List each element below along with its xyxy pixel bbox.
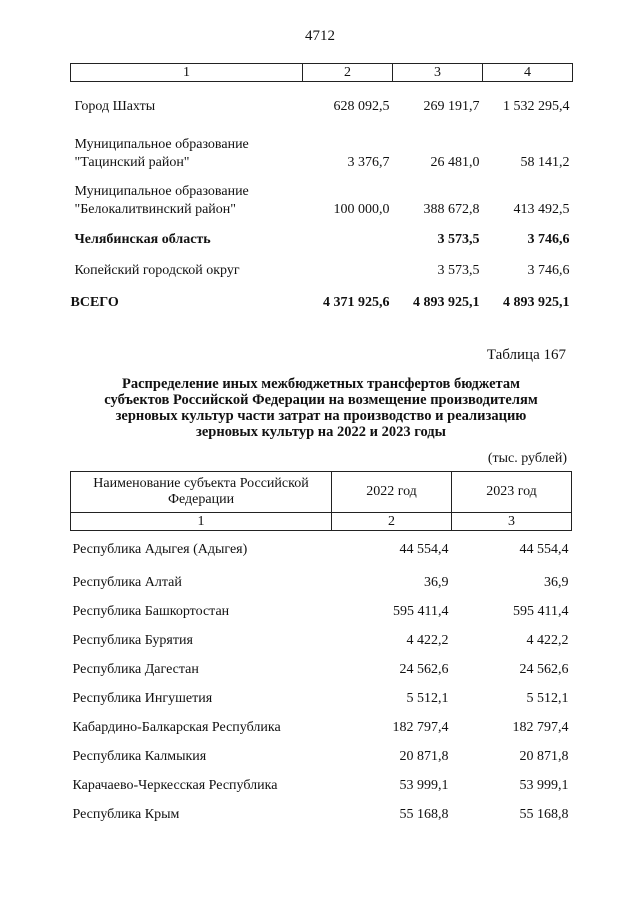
- table-row: [71, 685, 572, 714]
- value-cell: 4 371 925,6: [323, 294, 390, 310]
- column-number: 2: [332, 513, 452, 531]
- column-number: 1: [71, 513, 332, 531]
- value-cell: 3 746,6: [527, 231, 570, 247]
- caption-line: Распределение иных межбюджетных трансфертов бюджетам: [122, 376, 520, 392]
- value-cell: 269 191,7: [423, 98, 480, 114]
- value-cell: 1 532 295,4: [503, 98, 570, 114]
- row-name: Муниципальное образование "Тацинский район": [74, 136, 249, 170]
- column-number: 4: [483, 64, 573, 82]
- table-row: [71, 656, 572, 685]
- subject-name: Республика Бурятия: [72, 633, 193, 648]
- header-subject: Наименование субъекта Российской Федерации: [71, 472, 332, 513]
- value-2022: 182 797,4: [392, 720, 449, 735]
- table-row: [71, 569, 572, 598]
- continued-table: [70, 63, 573, 312]
- value-2022: 55 168,8: [399, 807, 449, 822]
- value-cell: 3 376,7: [347, 154, 390, 170]
- row-name: ВСЕГО: [70, 294, 119, 310]
- value-cell: 4 893 925,1: [503, 294, 570, 310]
- table-row: [71, 116, 573, 172]
- value-cell: 388 672,8: [423, 201, 480, 217]
- table-row: [71, 598, 572, 627]
- value-cell: 628 092,5: [333, 98, 390, 114]
- caption-line: зерновых культур части затрат на производство и реализацию: [115, 408, 527, 424]
- units-label: (тыс. рублей): [487, 451, 567, 466]
- value-2022: 20 871,8: [399, 749, 449, 764]
- column-number: 3: [393, 64, 483, 82]
- table-row: [71, 801, 572, 830]
- row-name: Копейский городской округ: [74, 262, 240, 278]
- column-number: 3: [452, 513, 572, 531]
- caption-line: зерновых культур на 2022 и 2023 годы: [196, 424, 446, 440]
- value-2022: 4 422,2: [406, 633, 449, 648]
- value-2023: 36,9: [544, 575, 569, 590]
- subject-name: Республика Калмыкия: [72, 749, 207, 764]
- table-167: [70, 471, 572, 830]
- value-cell: 413 492,5: [513, 201, 570, 217]
- table-row: [71, 743, 572, 772]
- column-number: 2: [303, 64, 393, 82]
- table-row: [71, 249, 573, 280]
- value-cell: 26 481,0: [430, 154, 480, 170]
- total-row: [71, 280, 573, 312]
- value-2023: 55 168,8: [519, 807, 569, 822]
- subject-name: Республика Дагестан: [72, 662, 199, 677]
- value-2023: 182 797,4: [512, 720, 569, 735]
- column-number-row: [71, 64, 573, 82]
- table-row: [71, 82, 573, 116]
- value-2022: 44 554,4: [399, 541, 449, 557]
- value-cell: 58 141,2: [520, 154, 570, 170]
- subject-name: Республика Ингушетия: [72, 691, 213, 706]
- table-row: [71, 172, 573, 219]
- subject-name: Республика Башкортостан: [72, 604, 230, 619]
- row-name: Город Шахты: [74, 98, 156, 114]
- value-2023: 5 512,1: [526, 691, 569, 706]
- table-caption: [70, 376, 572, 440]
- row-name: Челябинская область: [74, 231, 211, 247]
- subject-name: Республика Крым: [72, 807, 180, 822]
- table-row: [71, 219, 573, 249]
- header-row: [71, 472, 572, 513]
- value-cell: [303, 249, 393, 280]
- subject-name: Республика Адыгея (Адыгея): [72, 541, 248, 557]
- page-number: 4712: [305, 28, 335, 44]
- value-2022: 24 562,6: [399, 662, 449, 677]
- value-cell: [303, 219, 393, 249]
- column-number-row: [71, 513, 572, 531]
- value-2023: 44 554,4: [519, 541, 569, 557]
- value-2022: 36,9: [424, 575, 449, 590]
- value-cell: 3 573,5: [437, 231, 480, 247]
- subject-name: Республика Алтай: [72, 575, 182, 590]
- table-row: [71, 531, 572, 569]
- table-row: [71, 772, 572, 801]
- value-cell: 100 000,0: [333, 201, 390, 217]
- table-label: Таблица 167: [486, 347, 566, 363]
- subject-name: Кабардино-Балкарская Республика: [72, 720, 281, 735]
- value-cell: 3 746,6: [527, 262, 570, 278]
- value-2022: 5 512,1: [406, 691, 449, 706]
- value-cell: 4 893 925,1: [413, 294, 480, 310]
- value-2022: 595 411,4: [393, 604, 449, 619]
- column-number: 1: [71, 64, 303, 82]
- table-row: [71, 714, 572, 743]
- value-2023: 53 999,1: [519, 778, 569, 793]
- header-2023: 2023 год: [452, 472, 572, 513]
- header-2022: 2022 год: [332, 472, 452, 513]
- row-name: Муниципальное образование "Белокалитвинский район": [74, 183, 249, 217]
- value-2023: 24 562,6: [519, 662, 569, 677]
- value-2022: 53 999,1: [399, 778, 449, 793]
- value-2023: 20 871,8: [519, 749, 569, 764]
- value-cell: 3 573,5: [437, 262, 480, 278]
- table-row: [71, 627, 572, 656]
- subject-name: Карачаево-Черкесская Республика: [72, 778, 278, 793]
- value-2023: 4 422,2: [526, 633, 569, 648]
- caption-line: субъектов Российской Федерации на возмещение производителям: [104, 392, 538, 408]
- value-2023: 595 411,4: [513, 604, 569, 619]
